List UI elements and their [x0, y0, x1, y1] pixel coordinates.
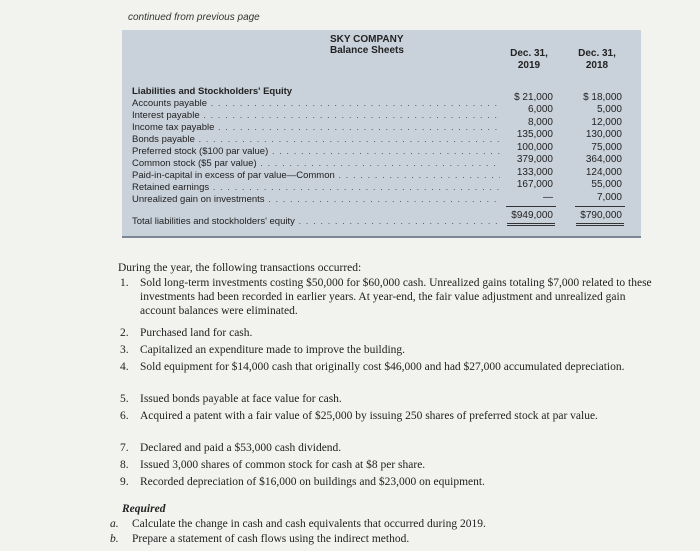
total-2019: $949,000	[511, 210, 553, 221]
transaction-item	[120, 475, 660, 489]
transaction-item	[120, 276, 660, 318]
item-text: Issued bonds payable at face value for cash.	[140, 393, 342, 405]
item-number: 2.	[120, 327, 129, 339]
item-number: 6.	[120, 410, 129, 422]
required-item	[110, 532, 409, 546]
transaction-item	[120, 458, 660, 472]
required-heading: Required	[122, 503, 166, 515]
value-2018: 55,000	[591, 179, 622, 190]
value-2018: 75,000	[591, 142, 622, 153]
transaction-item	[120, 326, 660, 340]
subtotal-rule	[506, 206, 556, 207]
item-number: 9.	[120, 476, 129, 488]
value-2018: 364,000	[585, 154, 622, 165]
transaction-item	[120, 392, 660, 406]
transactions-intro: During the year, the following transactions occurred:	[118, 262, 362, 274]
value-2019: 6,000	[527, 104, 553, 115]
item-text: Recorded depreciation of $16,000 on buildings and $23,000 on equipment.	[140, 476, 485, 488]
value-2018: 124,000	[585, 167, 622, 178]
required-letter: b.	[110, 533, 119, 545]
value-2019: 167,000	[516, 179, 553, 190]
total-2018: $790,000	[580, 210, 622, 221]
row-label: Interest payable . . .	[132, 110, 500, 122]
item-text: Declared and paid a $53,000 cash dividend.	[140, 442, 342, 454]
row-label: Income tax payable . . .	[132, 122, 500, 134]
column-header-2019	[500, 48, 558, 72]
row-label: Accounts payable . . .	[132, 98, 500, 110]
total-double-rule	[576, 223, 624, 224]
column-header-line: Dec. 31,	[510, 48, 548, 59]
row-label: Bonds payable . . .	[132, 134, 500, 146]
column-header-year: 2019	[517, 60, 541, 71]
value-2019: 100,000	[516, 142, 553, 153]
total-label: Total liabilities and stockholders' equity . . .	[132, 216, 500, 228]
item-number: 7.	[120, 442, 129, 454]
item-text: Sold long-term investments costing $50,000 for $60,000 cash. Unrealized gains totaling $7,000 related to these investments had been recorded in earlier years. At year-end, the fair value adjustment and unrealized gain account balances were eliminated.	[140, 277, 652, 317]
required-text: Calculate the change in cash and cash equivalents that occurred during 2019.	[132, 518, 486, 530]
balance-sheet-table	[122, 30, 641, 238]
item-number: 3.	[120, 344, 129, 356]
column-header-line: Dec. 31,	[578, 48, 616, 59]
transaction-item	[120, 343, 660, 357]
item-text: Acquired a patent with a fair value of $25,000 by issuing 250 shares of preferred stock at par value.	[140, 410, 598, 422]
total-double-rule	[507, 225, 555, 226]
value-2018: 7,000	[596, 192, 622, 203]
item-text: Issued 3,000 shares of common stock for cash at $8 per share.	[140, 459, 426, 471]
value-2018: $ 18,000	[583, 92, 622, 103]
total-double-rule	[507, 223, 555, 224]
item-text: Sold equipment for $14,000 cash that originally cost $46,000 and had $27,000 accumulated depreciation.	[140, 361, 625, 373]
company-name: SKY COMPANY	[330, 34, 404, 45]
column-header-year: 2018	[585, 60, 609, 71]
transaction-item	[120, 409, 660, 423]
required-letter: a.	[110, 518, 119, 530]
subtotal-rule	[575, 206, 625, 207]
total-double-rule	[576, 225, 624, 226]
value-2018: 130,000	[585, 129, 622, 140]
item-text: Purchased land for cash.	[140, 327, 253, 339]
item-number: 8.	[120, 459, 129, 471]
required-item	[110, 517, 486, 531]
row-label: Unrealized gain on investments . . .	[132, 194, 500, 206]
continued-note: continued from previous page	[128, 12, 260, 23]
row-label: Preferred stock ($100 par value) . . .	[132, 146, 500, 158]
transaction-item	[120, 360, 660, 374]
statement-name: Balance Sheets	[330, 45, 404, 56]
row-label: Retained earnings . . .	[132, 182, 500, 194]
item-number: 1.	[120, 277, 129, 289]
value-2019: 135,000	[516, 129, 553, 140]
item-text: Capitalized an expenditure made to improve the building.	[140, 344, 406, 356]
section-heading: Liabilities and Stockholders' Equity	[132, 86, 293, 97]
item-number: 5.	[120, 393, 129, 405]
value-2019: —	[543, 192, 553, 203]
required-text: Prepare a statement of cash flows using the indirect method.	[132, 533, 410, 545]
column-header-2018	[568, 48, 626, 72]
item-number: 4.	[120, 361, 129, 373]
value-2019: $ 21,000	[514, 92, 553, 103]
row-label: Paid-in-capital in excess of par value—Common . . .	[132, 170, 500, 182]
row-label: Common stock ($5 par value) . . .	[132, 158, 500, 170]
value-2018: 5,000	[596, 104, 622, 115]
value-2018: 12,000	[591, 117, 622, 128]
value-2019: 379,000	[516, 154, 553, 165]
balance-sheet-title	[330, 34, 404, 56]
value-2019: 8,000	[527, 117, 553, 128]
transaction-item	[120, 441, 660, 455]
value-2019: 133,000	[516, 167, 553, 178]
